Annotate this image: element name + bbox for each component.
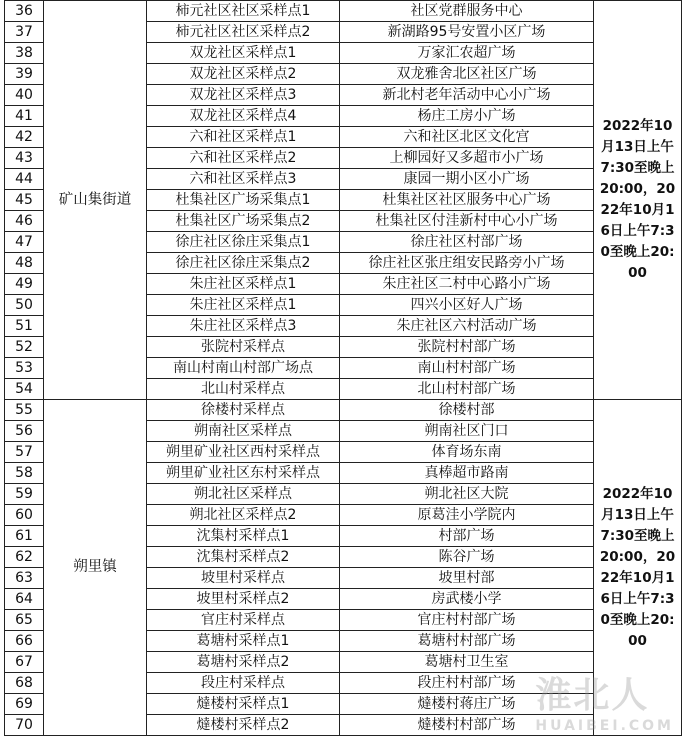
sampling-site-name: 朔南社区采样点 [147,421,340,442]
table-row [5,1,682,22]
sampling-site-name: 段庄村采样点 [147,673,340,694]
sampling-site-address: 燵楼村村部广场 [340,715,594,736]
row-number: 67 [5,652,44,673]
row-number: 49 [5,274,44,295]
sampling-site-address: 徐楼村部 [340,400,594,421]
sampling-site-address: 燵楼村蒋庄广场 [340,694,594,715]
sampling-site-address: 杜集社区付洼新村中心小广场 [340,211,594,232]
row-number: 68 [5,673,44,694]
sampling-site-name: 徐庄社区徐庄采集点1 [147,232,340,253]
row-number: 45 [5,190,44,211]
sampling-site-name: 葛塘村采样点2 [147,652,340,673]
sampling-site-address: 村部广场 [340,526,594,547]
sampling-site-name: 朔北社区采样点 [147,484,340,505]
row-number: 48 [5,253,44,274]
sampling-site-address: 四兴小区好人广场 [340,295,594,316]
row-number: 47 [5,232,44,253]
table-row [5,400,682,421]
sampling-site-address: 杜集社区社区服务中心广场 [340,190,594,211]
table-body [5,1,682,736]
row-number: 41 [5,106,44,127]
row-number: 54 [5,379,44,400]
row-number: 70 [5,715,44,736]
row-number: 52 [5,337,44,358]
sampling-site-name: 葛塘村采样点1 [147,631,340,652]
sampling-site-name: 杜集社区广场采集点2 [147,211,340,232]
sampling-site-name: 徐楼村采样点 [147,400,340,421]
street-name: 矿山集街道 [44,1,147,400]
sampling-site-name: 双龙社区采样点3 [147,85,340,106]
sampling-site-address: 万家汇农超广场 [340,43,594,64]
sampling-site-name: 双龙社区采样点2 [147,64,340,85]
sampling-site-address: 陈谷广场 [340,547,594,568]
row-number: 60 [5,505,44,526]
sampling-site-name: 燵楼村采样点1 [147,694,340,715]
sampling-site-name: 坡里村采样点 [147,568,340,589]
sampling-site-address: 北山村村部广场 [340,379,594,400]
row-number: 63 [5,568,44,589]
sampling-site-address: 六和社区北区文化宫 [340,127,594,148]
sampling-site-name: 张院村采样点 [147,337,340,358]
sampling-site-name: 朱庄社区采样点3 [147,316,340,337]
sampling-site-address: 官庄村村部广场 [340,610,594,631]
sampling-site-address: 朔南社区门口 [340,421,594,442]
row-number: 40 [5,85,44,106]
row-number: 46 [5,211,44,232]
row-number: 36 [5,1,44,22]
sampling-site-address: 张院村村部广场 [340,337,594,358]
row-number: 39 [5,64,44,85]
sampling-site-name: 南山村南山村部广场点 [147,358,340,379]
sampling-site-address: 朱庄社区二村中心路小广场 [340,274,594,295]
sampling-site-address: 坡里村部 [340,568,594,589]
sampling-site-address: 上柳园好又多超市小广场 [340,148,594,169]
sampling-site-name: 徐庄社区徐庄采集点2 [147,253,340,274]
row-number: 61 [5,526,44,547]
row-number: 58 [5,463,44,484]
watermark-sub: HUAIBEI.COM [535,718,674,734]
sampling-site-name: 燵楼村采样点2 [147,715,340,736]
sampling-site-address: 南山村村部广场 [340,358,594,379]
row-number: 53 [5,358,44,379]
sampling-site-name: 双龙社区采样点4 [147,106,340,127]
sampling-site-address: 体育场东南 [340,442,594,463]
sampling-site-address: 新湖路95号安置小区广场 [340,22,594,43]
row-number: 59 [5,484,44,505]
row-number: 43 [5,148,44,169]
row-number: 38 [5,43,44,64]
sampling-site-address: 徐庄社区村部广场 [340,232,594,253]
sampling-site-name: 坡里村采样点2 [147,589,340,610]
sampling-site-address: 段庄村村部广场 [340,673,594,694]
sampling-site-address: 房武楼小学 [340,589,594,610]
row-number: 50 [5,295,44,316]
sampling-site-address: 葛塘村村部广场 [340,631,594,652]
sampling-site-name: 六和社区采样点3 [147,169,340,190]
sampling-site-name: 朔里矿业社区西村采样点 [147,442,340,463]
sampling-site-address: 徐庄社区张庄组安民路旁小广场 [340,253,594,274]
sampling-site-name: 柿元社区社区采样点2 [147,22,340,43]
row-number: 51 [5,316,44,337]
row-number: 57 [5,442,44,463]
row-number: 44 [5,169,44,190]
row-number: 56 [5,421,44,442]
sampling-site-name: 六和社区采样点2 [147,148,340,169]
sampling-site-address: 真棒超市路南 [340,463,594,484]
sampling-site-name: 北山村采样点 [147,379,340,400]
sampling-site-name: 朱庄社区采样点1 [147,295,340,316]
sampling-site-address: 原葛洼小学院内 [340,505,594,526]
sampling-site-name: 双龙社区采样点1 [147,43,340,64]
sampling-site-address: 双龙雅舍北区社区广场 [340,64,594,85]
sampling-site-name: 朔北社区采样点2 [147,505,340,526]
row-number: 66 [5,631,44,652]
row-number: 37 [5,22,44,43]
sampling-site-address: 康园一期小区小广场 [340,169,594,190]
sampling-time: 2022年10月13日上午7:30至晚上20:00，2022年10月16日上午7:30至晚上20:00 [594,400,682,736]
sampling-site-name: 杜集社区广场采集点1 [147,190,340,211]
sampling-site-name: 沈集村采样点1 [147,526,340,547]
sampling-site-name: 六和社区采样点1 [147,127,340,148]
row-number: 65 [5,610,44,631]
sampling-site-address: 新北村老年活动中心小广场 [340,85,594,106]
row-number: 62 [5,547,44,568]
sampling-site-name: 沈集村采样点2 [147,547,340,568]
sampling-site-address: 社区党群服务中心 [340,1,594,22]
sampling-site-name: 朱庄社区采样点1 [147,274,340,295]
sampling-site-address: 朔北社区大院 [340,484,594,505]
row-number: 69 [5,694,44,715]
watermark-main: 淮北人 [535,675,650,716]
row-number: 64 [5,589,44,610]
sampling-site-address: 葛塘村卫生室 [340,652,594,673]
row-number: 55 [5,400,44,421]
sampling-time: 2022年10月13日上午7:30至晚上20:00，2022年10月16日上午7:30至晚上20:00 [594,1,682,400]
testing-sites-table [4,0,682,736]
sampling-site-name: 朔里矿业社区东村采样点 [147,463,340,484]
sampling-site-name: 官庄村采样点 [147,610,340,631]
street-name: 朔里镇 [44,400,147,736]
sampling-site-name: 柿元社区社区采样点1 [147,1,340,22]
row-number: 42 [5,127,44,148]
sampling-site-address: 朱庄社区六村活动广场 [340,316,594,337]
sampling-site-address: 杨庄工房小广场 [340,106,594,127]
